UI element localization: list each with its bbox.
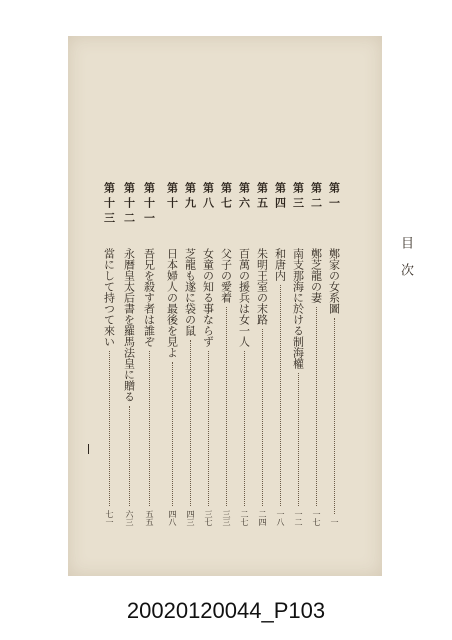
leader-dots	[149, 351, 150, 506]
leader-dots	[208, 351, 209, 506]
leader-dots	[334, 318, 335, 514]
page-title: 目次	[398, 236, 413, 290]
toc-entry	[141, 182, 157, 526]
chapter-title: 南支那海に於ける制海權	[291, 248, 305, 369]
leader-dots	[129, 406, 130, 506]
page-number: 二四	[258, 510, 267, 526]
page-number: 六三	[125, 510, 134, 526]
page-number: 一七	[312, 510, 321, 526]
leader-dots	[298, 373, 299, 506]
chapter-title: 百萬の援兵は女一人	[237, 248, 251, 347]
chapter-number: 第八	[201, 182, 215, 212]
toc-entry	[200, 182, 216, 526]
chapter-number: 第十三	[102, 182, 116, 227]
leader-dots	[226, 307, 227, 506]
page-number: 一	[330, 518, 339, 526]
leader-dots	[172, 362, 173, 506]
image-caption: 20020120044_P103	[126, 598, 326, 623]
chapter-number: 第十	[165, 182, 179, 212]
chapter-number: 第五	[255, 182, 269, 212]
page-number: 一二	[294, 510, 303, 526]
page-number: 三七	[204, 510, 213, 526]
page-number: 四八	[168, 510, 177, 526]
toc-entry	[164, 182, 180, 526]
page-number: 七一	[105, 510, 114, 526]
chapter-title: 吾兄を殺す者は誰ぞ	[142, 248, 156, 347]
leader-dots	[262, 329, 263, 506]
toc-entry	[101, 182, 117, 526]
page-number: 四三	[186, 510, 195, 526]
page-number: 三三	[222, 510, 231, 526]
chapter-number: 第一	[327, 182, 341, 212]
toc-entry	[254, 182, 270, 526]
toc-entry	[290, 182, 306, 526]
toc-entry	[121, 182, 137, 526]
book-page	[68, 36, 413, 576]
chapter-title: 當にして持つて來い	[102, 248, 116, 347]
leader-dots	[244, 351, 245, 506]
chapter-number: 第二	[309, 182, 323, 212]
chapter-title: 女童の知る事ならず	[201, 248, 215, 347]
toc-entry	[308, 182, 324, 526]
page-number: 一八	[276, 510, 285, 526]
toc-entry	[326, 182, 342, 526]
margin-mark	[88, 444, 89, 454]
toc-entry	[272, 182, 288, 526]
chapter-title: 朱明王室の末路	[255, 248, 269, 325]
chapter-title: 芝龍も遂に袋の鼠	[183, 248, 197, 336]
chapter-number: 第三	[291, 182, 305, 212]
leader-dots	[316, 307, 317, 506]
chapter-number: 第十一	[142, 182, 156, 227]
chapter-number: 第九	[183, 182, 197, 212]
chapter-number: 第十二	[122, 182, 136, 227]
chapter-number: 第四	[273, 182, 287, 212]
chapter-number: 第七	[219, 182, 233, 212]
chapter-title: 鄭家の女系圖	[327, 248, 341, 314]
chapter-number: 第六	[237, 182, 251, 212]
leader-dots	[280, 285, 281, 506]
toc-entry	[218, 182, 234, 526]
chapter-title: 鄭芝龍の妻	[309, 248, 323, 303]
chapter-title: 父子の愛着	[219, 248, 233, 303]
chapter-title: 日本婦人の最後を見よ	[165, 248, 179, 358]
toc-entry	[182, 182, 198, 526]
chapter-title: 和唐内	[273, 248, 287, 281]
chapter-title: 永暦皇太后書を羅馬法皇に贈る	[122, 248, 136, 402]
page-number: 二七	[240, 510, 249, 526]
page-number: 五五	[145, 510, 154, 526]
leader-dots	[109, 351, 110, 506]
toc-entry	[236, 182, 252, 526]
leader-dots	[190, 340, 191, 506]
